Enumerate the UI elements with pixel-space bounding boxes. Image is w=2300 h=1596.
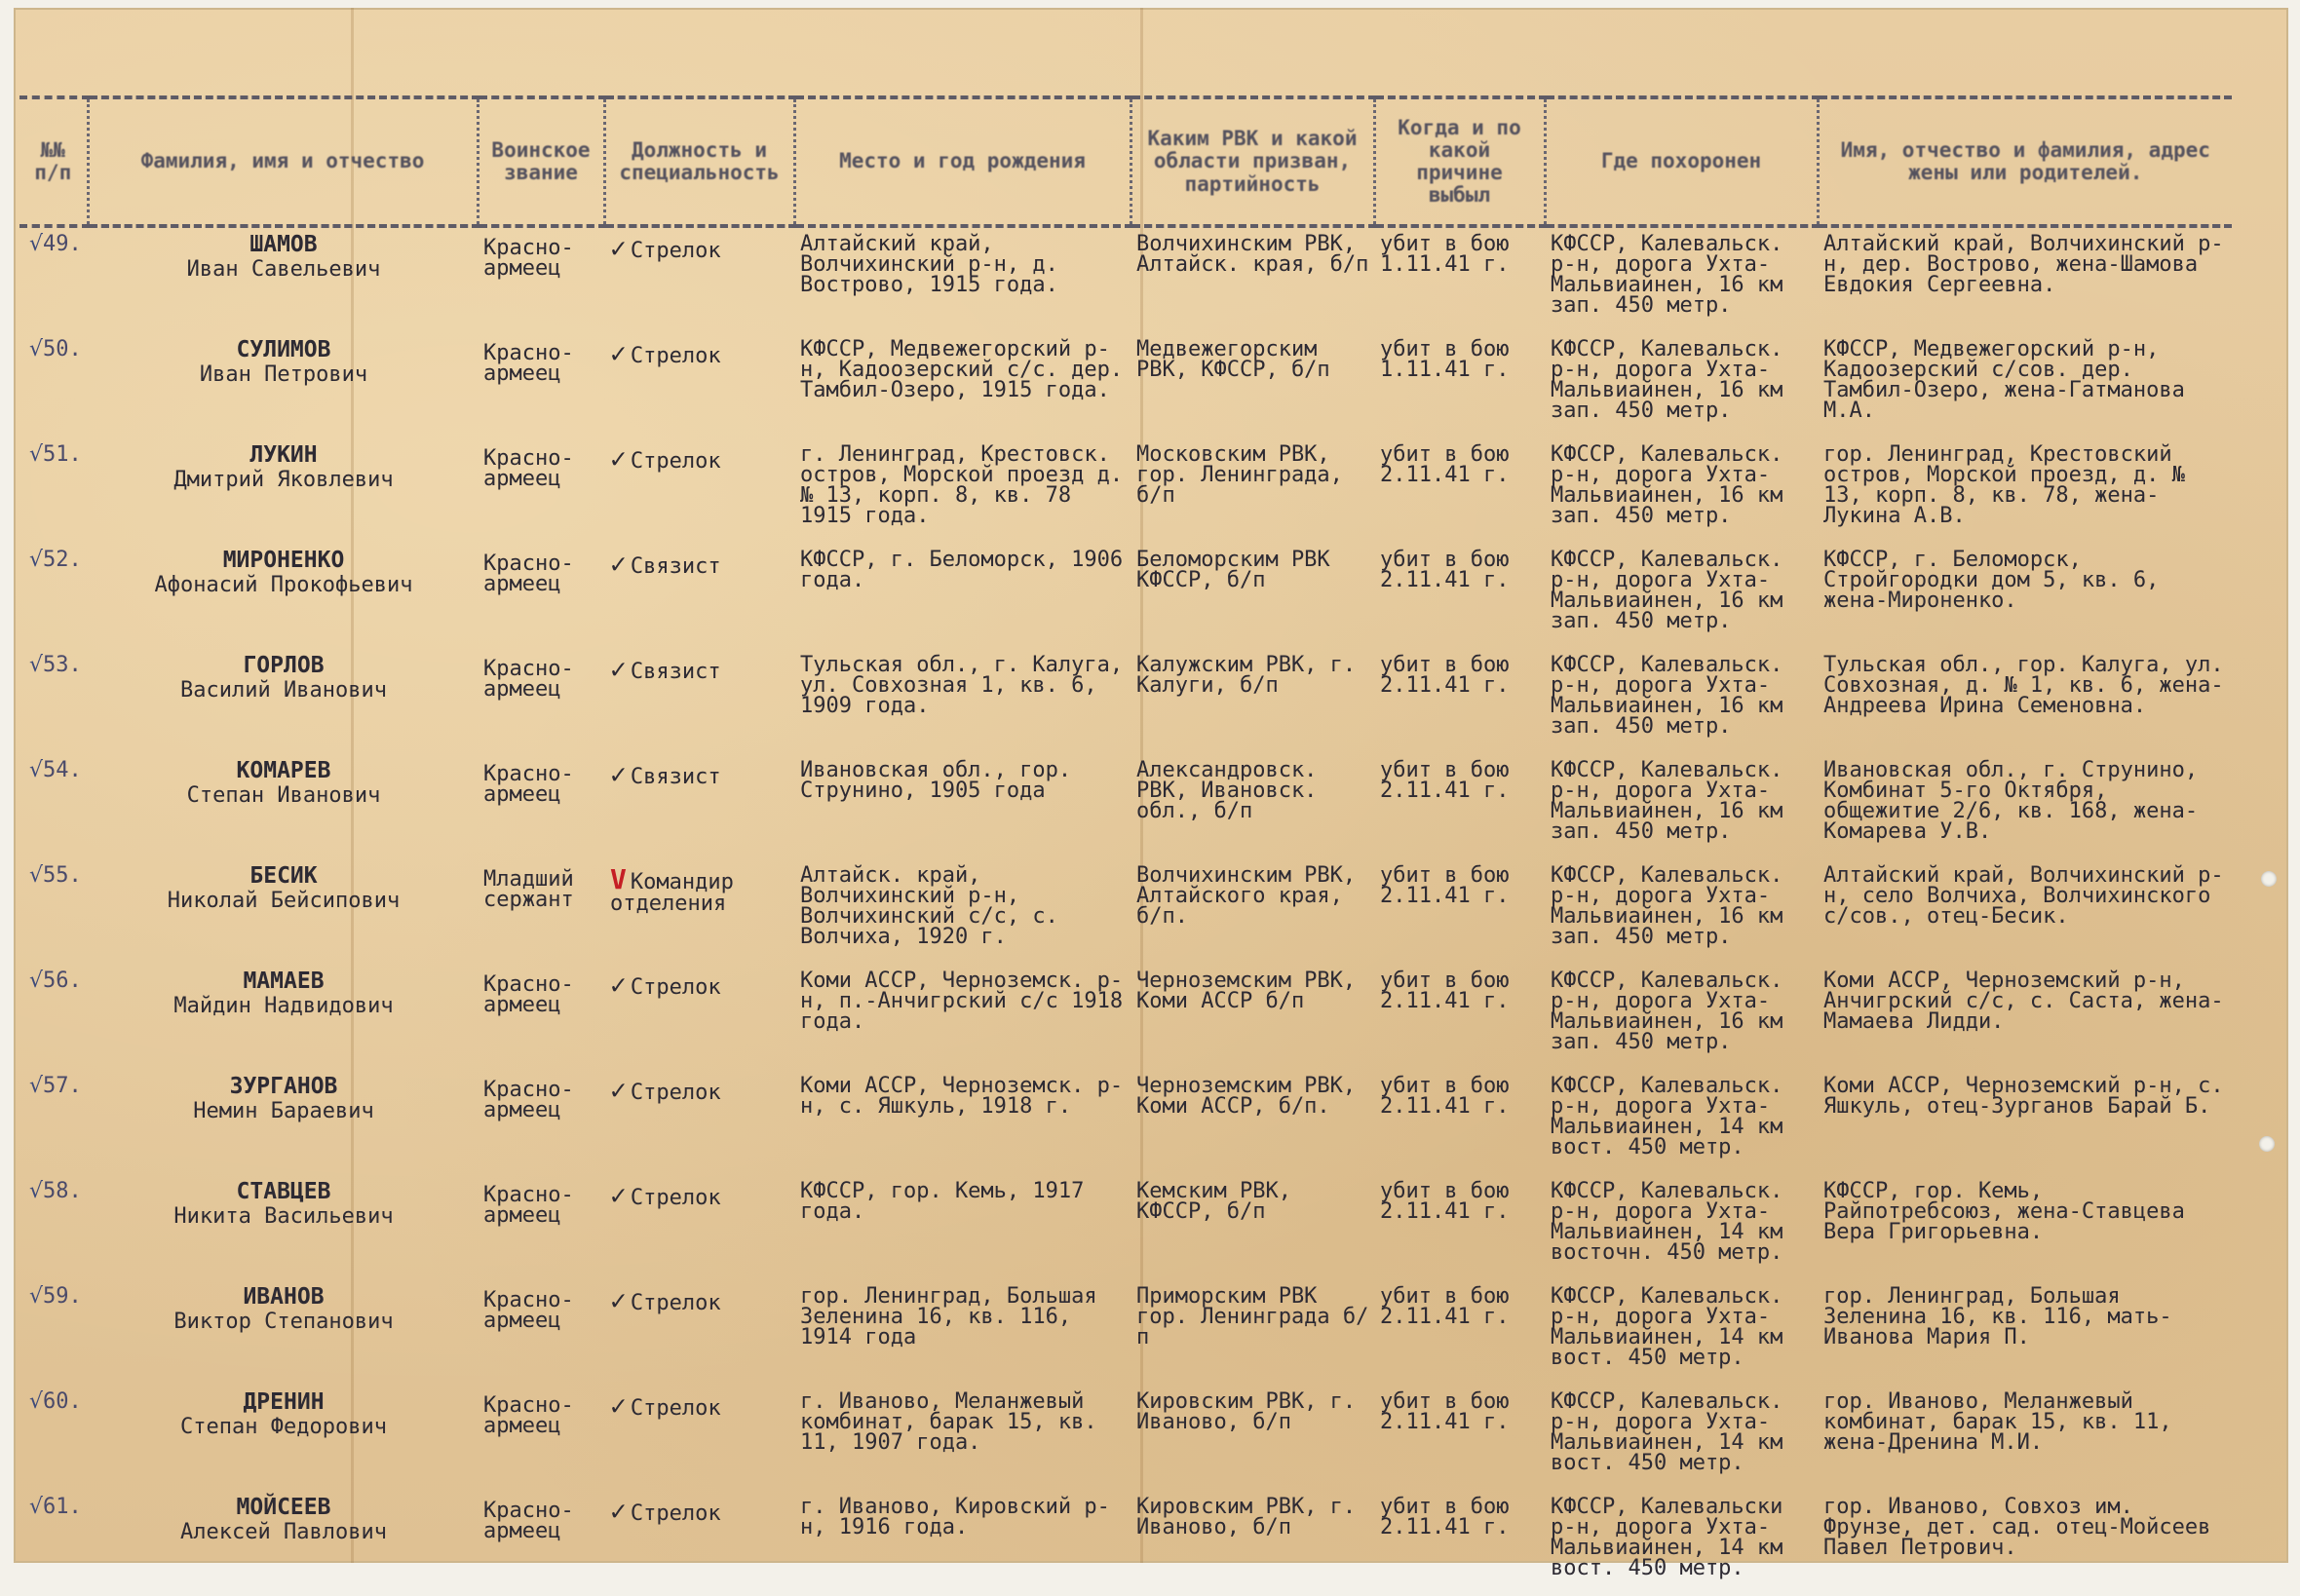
position: Стрелок	[630, 975, 721, 1000]
row-number-cell	[19, 754, 88, 859]
when-cell: убит в бою 2.11.41 г.	[1380, 863, 1510, 909]
check-mark-icon: ✓	[610, 653, 627, 685]
position-cell	[604, 1386, 794, 1491]
rvk-cell: Волчихинским РВК, Алтайского края, б/п.	[1136, 863, 1357, 930]
name-cell	[88, 965, 478, 1070]
name-cell	[88, 1175, 478, 1280]
table-row	[19, 226, 2232, 333]
position: Связист	[630, 660, 721, 684]
row-number-cell	[19, 438, 88, 544]
surname: МОЙСЕЕВ	[236, 1495, 331, 1520]
check-mark-icon: √	[29, 653, 44, 677]
relatives-cell: КФССР, г. Беломорск, Стройгородки дом 5, кв. 6, жена-Мироненко.	[1823, 548, 2160, 614]
row-number: 55.	[43, 863, 82, 888]
given-names: Майдин Надвидович	[173, 994, 394, 1019]
surname: СТАВЦЕВ	[236, 1179, 331, 1204]
rvk-cell: Александровск. РВК, Ивановск. обл., б/п	[1136, 758, 1318, 824]
row-number-cell	[19, 1175, 88, 1280]
birth-cell: КФССР, гор. Кемь, 1917 года.	[800, 1179, 1085, 1225]
relatives-cell: гор. Ленинград, Большая Зеленина 16, кв. 116, мать-Иванова Мария П.	[1823, 1284, 2172, 1350]
position-cell	[604, 333, 794, 438]
position: Стрелок	[630, 344, 721, 368]
when-cell: убит в бою 2.11.41 г.	[1380, 758, 1510, 804]
rvk-cell: Черноземским РВК, Коми АССР б/п	[1136, 969, 1357, 1014]
rank-cell: Красно-армеец	[483, 446, 574, 492]
when-cell: убит в бою 2.11.41 г.	[1380, 1179, 1510, 1225]
row-number: 56.	[43, 969, 82, 993]
given-names: Иван Савельевич	[186, 257, 381, 283]
check-mark-icon: ✓	[610, 758, 627, 790]
row-number: 59.	[43, 1284, 82, 1309]
name-cell	[88, 1070, 478, 1175]
table-row	[19, 754, 2232, 859]
table-row	[19, 649, 2232, 754]
given-names: Афонасий Прокофьевич	[154, 573, 413, 598]
given-names: Никита Васильевич	[173, 1204, 394, 1230]
row-number-cell	[19, 544, 88, 649]
table-row	[19, 1386, 2232, 1491]
rvk-cell: Кировским РВК, г. Иваново, б/п	[1136, 1389, 1357, 1435]
table-row	[19, 1070, 2232, 1175]
position: Стрелок	[630, 1396, 721, 1421]
header-rvk: Каким РВК и какой области призван, партийность	[1131, 97, 1374, 226]
position: Стрелок	[630, 239, 721, 263]
rank-cell: Красно-армеец	[483, 551, 574, 597]
burial-cell: КФССР, Калевальск. р-н, дорога Ухта-Мальвиайнен, 16 км зап. 450 метр.	[1551, 758, 1783, 845]
check-mark-icon: √	[29, 1495, 44, 1519]
burial-cell: КФССР, Калевальск. р-н, дорога Ухта-Мальвиайнен, 16 км зап. 450 метр.	[1551, 232, 1783, 319]
check-mark-icon: ✓	[610, 337, 627, 369]
rvk-cell: Приморским РВК гор. Ленинграда б/п	[1136, 1284, 1369, 1350]
when-cell: убит в бою 2.11.41 г.	[1380, 1495, 1510, 1540]
position-cell	[604, 1175, 794, 1280]
rvk-cell: Кировским РВК, г. Иваново, б/п	[1136, 1495, 1357, 1540]
burial-cell: КФССР, Калевальск. р-н, дорога Ухта-Мальвиайнен, 16 км зап. 450 метр.	[1551, 863, 1783, 950]
punch-hole	[2261, 871, 2277, 887]
table-row	[19, 1175, 2232, 1280]
check-mark-icon: √	[29, 1389, 44, 1414]
surname: МИРОНЕНКО	[222, 548, 345, 573]
birth-cell: КФССР, Медвежегорский р-н, Кадоозерский с/с. дер. Тамбил-Озеро, 1915 года.	[800, 337, 1124, 403]
name-cell	[88, 1386, 478, 1491]
position: Связист	[630, 554, 721, 579]
row-number-cell	[19, 859, 88, 965]
relatives-cell: гор. Иваново, Меланжевый комбинат, барак 15, кв. 11, жена-Дренина М.И.	[1823, 1389, 2172, 1456]
name-cell	[88, 859, 478, 965]
burial-cell: КФССР, Калевальск. р-н, дорога Ухта-Мальвиайнен, 14 км вост. 450 метр.	[1551, 1074, 1783, 1160]
rank-cell: Красно-армеец	[483, 1393, 574, 1439]
check-mark-icon: ✓	[610, 1179, 627, 1211]
when-cell: убит в бою 1.11.41 г.	[1380, 337, 1510, 383]
relatives-cell: Алтайский край, Волчихинский р-н, дер. Вострово, жена-Шамова Евдокия Сергеевна.	[1823, 232, 2224, 298]
row-number: 53.	[43, 653, 82, 677]
rank-cell: Красно-армеец	[483, 1078, 574, 1123]
row-number-cell	[19, 965, 88, 1070]
position-cell	[604, 1070, 794, 1175]
rank-cell: Красно-армеец	[483, 236, 574, 282]
burial-cell: КФССР, Калевальск. р-н, дорога Ухта-Мальвиайнен, 16 км зап. 450 метр.	[1551, 548, 1783, 634]
check-mark-icon: √	[29, 1179, 44, 1203]
birth-cell: г. Иваново, Меланжевый комбинат, барак 15, кв. 11, 1907 года.	[800, 1389, 1097, 1456]
table-row	[19, 1280, 2232, 1386]
when-cell: убит в бою 1.11.41 г.	[1380, 232, 1510, 278]
row-number-cell	[19, 1070, 88, 1175]
name-cell	[88, 1491, 478, 1596]
position-cell	[604, 438, 794, 544]
given-names: Дмитрий Яковлевич	[173, 468, 394, 493]
surname: ШАМОВ	[249, 232, 318, 257]
table-row	[19, 965, 2232, 1070]
check-mark-icon: √	[29, 548, 44, 572]
punch-hole	[2259, 1136, 2275, 1152]
name-cell	[88, 333, 478, 438]
relatives-cell: гор. Ленинград, Крестовский остров, Морской проезд, д. № 13, корп. 8, кв. 78, жена-Лукина А.В.	[1823, 442, 2185, 529]
when-cell: убит в бою 2.11.41 г.	[1380, 969, 1510, 1014]
relatives-cell: Алтайский край, Волчихинский р-н, село Волчиха, Волчихинского с/сов., отец-Бесик.	[1823, 863, 2224, 930]
header-relatives: Имя, отчество и фамилия, адрес жены или родителей.	[1818, 97, 2232, 226]
surname: БЕСИК	[249, 863, 318, 889]
row-number: 57.	[43, 1074, 82, 1098]
red-check-mark-icon: V	[610, 863, 627, 895]
check-mark-icon: ✓	[610, 1284, 627, 1316]
rvk-cell: Калужским РВК, г. Калуги, б/п	[1136, 653, 1357, 699]
position-cell	[604, 1280, 794, 1386]
burial-cell: КФССР, Калевальски р-н, дорога Ухта-Мальвиайнен, 14 км вост. 450 метр.	[1551, 1495, 1783, 1581]
name-cell	[88, 544, 478, 649]
given-names: Иван Петрович	[199, 362, 368, 388]
name-cell	[88, 649, 478, 754]
given-names: Степан Федорович	[180, 1415, 387, 1440]
surname: МАМАЕВ	[243, 969, 325, 994]
header-burial: Где похоронен	[1545, 97, 1818, 226]
header-position: Должность и специальность	[604, 97, 794, 226]
table-header-row	[19, 97, 2232, 226]
burial-cell: КФССР, Калевальск. р-н, дорога Ухта-Мальвиайнен, 16 км зап. 450 метр.	[1551, 442, 1783, 529]
row-number-cell	[19, 649, 88, 754]
check-mark-icon: √	[29, 1074, 44, 1098]
table-body	[19, 226, 2232, 1596]
rank-cell: Красно-армеец	[483, 762, 574, 808]
document-sheet	[14, 8, 2288, 1581]
header-rank: Воинское звание	[478, 97, 604, 226]
check-mark-icon: ✓	[610, 1074, 627, 1106]
row-number: 61.	[43, 1495, 82, 1519]
rank-cell: Красно-армеец	[483, 1183, 574, 1229]
check-mark-icon: √	[29, 758, 44, 782]
burial-cell: КФССР, Калевальск. р-н, дорога Ухта-Мальвиайнен, 16 км зап. 450 метр.	[1551, 337, 1783, 424]
name-cell	[88, 438, 478, 544]
check-mark-icon: √	[29, 863, 44, 888]
surname: ЗУРГАНОВ	[229, 1074, 338, 1099]
check-mark-icon: √	[29, 1284, 44, 1309]
when-cell: убит в бою 2.11.41 г.	[1380, 1389, 1510, 1435]
row-number: 54.	[43, 758, 82, 782]
position-cell	[604, 649, 794, 754]
given-names: Немин Бараевич	[193, 1099, 374, 1124]
burial-cell: КФССР, Калевальск. р-н, дорога Ухта-Мальвиайнен, 14 км вост. 450 метр.	[1551, 1284, 1783, 1371]
birth-cell: гор. Ленинград, Большая Зеленина 16, кв. 116, 1914 года	[800, 1284, 1097, 1350]
birth-cell: Алтайск. край, Волчихинский р-н, Волчихинский с/с, с. Волчиха, 1920 г.	[800, 863, 1058, 950]
check-mark-icon: ✓	[610, 232, 627, 264]
row-number: 58.	[43, 1179, 82, 1203]
relatives-cell: Коми АССР, Черноземский р-н, с. Яшкуль, отец-Зурганов Барай Б.	[1823, 1074, 2224, 1120]
rank-cell: Красно-армеец	[483, 341, 574, 387]
position-cell	[604, 1491, 794, 1596]
birth-cell: Коми АССР, Черноземск. р-н, п.-Анчигрский с/с 1918 года.	[800, 969, 1124, 1035]
check-mark-icon: ✓	[610, 1389, 627, 1422]
row-number: 60.	[43, 1389, 82, 1414]
burial-cell: КФССР, Калевальск. р-н, дорога Ухта-Мальвиайнен, 16 км зап. 450 метр.	[1551, 653, 1783, 740]
rank-cell: Красно-армеец	[483, 972, 574, 1018]
header-birth: Место и год рождения	[794, 97, 1131, 226]
surname: СУЛИМОВ	[236, 337, 331, 362]
rank-cell: Младший сержант	[483, 867, 574, 913]
table-row	[19, 859, 2232, 965]
birth-cell: г. Ленинград, Крестовск. остров, Морской проезд д. № 13, корп. 8, кв. 78 1915 года.	[800, 442, 1124, 529]
casualty-register-table	[19, 95, 2232, 1596]
check-mark-icon: ✓	[610, 1495, 627, 1527]
header-when: Когда и по какой причине выбыл	[1374, 97, 1545, 226]
header-num: №№ п/п	[19, 97, 88, 226]
when-cell: убит в бою 2.11.41 г.	[1380, 548, 1510, 593]
row-number: 49.	[43, 232, 82, 256]
position-cell	[604, 226, 794, 333]
rank-cell: Красно-армеец	[483, 657, 574, 703]
rvk-cell: Черноземским РВК, Коми АССР, б/п.	[1136, 1074, 1357, 1120]
table-row	[19, 544, 2232, 649]
table-row	[19, 1491, 2232, 1596]
row-number: 52.	[43, 548, 82, 572]
surname: КОМАРЕВ	[236, 758, 331, 783]
given-names: Степан Иванович	[186, 783, 381, 809]
birth-cell: Алтайский край, Волчихинский р-н, д. Вострово, 1915 года.	[800, 232, 1058, 298]
position: Стрелок	[630, 1291, 721, 1315]
birth-cell: г. Иваново, Кировский р-н, 1916 года.	[800, 1495, 1110, 1540]
row-number-cell	[19, 1386, 88, 1491]
name-cell	[88, 226, 478, 333]
given-names: Виктор Степанович	[173, 1310, 394, 1335]
check-mark-icon: √	[29, 442, 44, 467]
surname: ЛУКИН	[249, 442, 318, 468]
burial-cell: КФССР, Калевальск. р-н, дорога Ухта-Мальвиайнен, 14 км восточн. 450 метр.	[1551, 1179, 1783, 1266]
position-cell	[604, 754, 794, 859]
rvk-cell: Кемским РВК, КФССР, б/п	[1136, 1179, 1291, 1225]
relatives-cell: Коми АССР, Черноземский р-н, Анчигрский с/с, с. Саста, жена-Мамаева Лидди.	[1823, 969, 2224, 1035]
given-names: Василий Иванович	[180, 678, 387, 703]
when-cell: убит в бою 2.11.41 г.	[1380, 1074, 1510, 1120]
burial-cell: КФССР, Калевальск. р-н, дорога Ухта-Мальвиайнен, 16 км зап. 450 метр.	[1551, 969, 1783, 1055]
position: Командир отделения	[610, 870, 734, 916]
rvk-cell: Медвежегорским РВК, КФССР, б/п	[1136, 337, 1330, 383]
check-mark-icon: ✓	[610, 548, 627, 580]
rank-cell: Красно-армеец	[483, 1288, 574, 1334]
given-names: Николай Бейсипович	[167, 889, 401, 914]
burial-cell: КФССР, Калевальск. р-н, дорога Ухта-Мальвиайнен, 14 км вост. 450 метр.	[1551, 1389, 1783, 1476]
rvk-cell: Волчихинским РВК, Алтайск. края, б/п	[1136, 232, 1369, 278]
surname: ИВАНОВ	[243, 1284, 325, 1310]
birth-cell: Коми АССР, Черноземск. р-н, с. Яшкуль, 1918 г.	[800, 1074, 1124, 1120]
relatives-cell: гор. Иваново, Совхоз им. Фрунзе, дет. сад. отец-Мойсеев Павел Петрович.	[1823, 1495, 2211, 1561]
when-cell: убит в бою 2.11.41 г.	[1380, 442, 1510, 488]
check-mark-icon: √	[29, 232, 44, 256]
birth-cell: Тульская обл., г. Калуга, ул. Совхозная 1, кв. 6, 1909 года.	[800, 653, 1124, 719]
given-names: Алексей Павлович	[180, 1520, 387, 1545]
check-mark-icon: ✓	[610, 442, 627, 475]
surname: ДРЕНИН	[243, 1389, 325, 1415]
relatives-cell: КФССР, гор. Кемь, Райпотребсоюз, жена-Ставцева Вера Григорьевна.	[1823, 1179, 2185, 1245]
when-cell: убит в бою 2.11.41 г.	[1380, 1284, 1510, 1330]
relatives-cell: Тульская обл., гор. Калуга, ул. Совхозная, д. № 1, кв. 6, жена-Андреева Ирина Семеновна.	[1823, 653, 2224, 719]
name-cell	[88, 1280, 478, 1386]
rvk-cell: Беломорским РВК КФССР, б/п	[1136, 548, 1330, 593]
row-number-cell	[19, 226, 88, 333]
position-cell	[604, 859, 794, 965]
when-cell: убит в бою 2.11.41 г.	[1380, 653, 1510, 699]
position: Стрелок	[630, 1081, 721, 1105]
row-number: 51.	[43, 442, 82, 467]
position-cell	[604, 965, 794, 1070]
name-cell	[88, 754, 478, 859]
row-number-cell	[19, 333, 88, 438]
table-row	[19, 438, 2232, 544]
check-mark-icon: √	[29, 969, 44, 993]
row-number-cell	[19, 1491, 88, 1596]
relatives-cell: КФССР, Медвежегорский р-н, Кадоозерский с/сов. дер. Тамбил-Озеро, жена-Гатманова М.А.	[1823, 337, 2185, 424]
position-cell	[604, 544, 794, 649]
position: Стрелок	[630, 449, 721, 474]
relatives-cell: Ивановская обл., г. Струнино, Комбинат 5-го Октября, общежитие 2/6, кв. 168, жена-Комарева У.В.	[1823, 758, 2199, 845]
birth-cell: КФССР, г. Беломорск, 1906 года.	[800, 548, 1124, 593]
position: Стрелок	[630, 1501, 721, 1526]
check-mark-icon: √	[29, 337, 44, 361]
position: Связист	[630, 765, 721, 789]
surname: ГОРЛОВ	[243, 653, 325, 678]
row-number: 50.	[43, 337, 82, 361]
check-mark-icon: ✓	[610, 969, 627, 1001]
rank-cell: Красно-армеец	[483, 1499, 574, 1544]
table-row	[19, 333, 2232, 438]
birth-cell: Ивановская обл., гор. Струнино, 1905 года	[800, 758, 1072, 804]
header-name: Фамилия, имя и отчество	[88, 97, 478, 226]
position: Стрелок	[630, 1186, 721, 1210]
rvk-cell: Московским РВК, гор. Ленинграда, б/п	[1136, 442, 1343, 509]
row-number-cell	[19, 1280, 88, 1386]
